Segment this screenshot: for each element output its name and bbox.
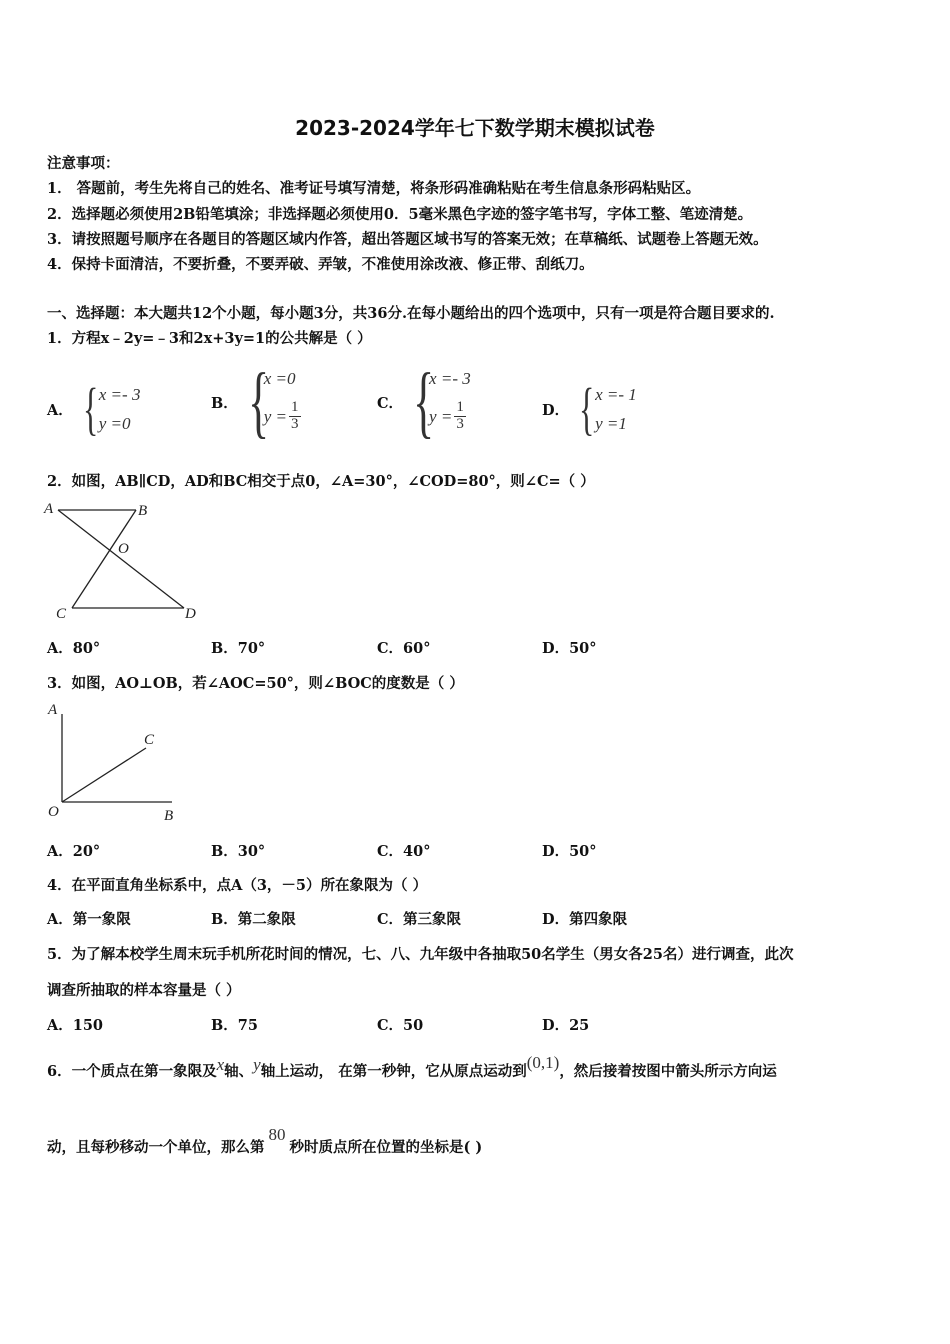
q2-option-b[interactable]: B．70° xyxy=(211,640,266,657)
q3-option-c[interactable]: C．40° xyxy=(377,843,431,860)
q4-option-d[interactable]: D．第四象限 xyxy=(542,911,628,928)
q6-point: (0,1) xyxy=(526,1053,560,1072)
q6-seconds: 80 xyxy=(268,1125,286,1144)
label-c: C xyxy=(56,606,67,622)
brace-icon: { xyxy=(82,376,99,441)
q2-option-c[interactable]: C．60° xyxy=(377,640,431,657)
option-label: D． xyxy=(542,401,570,419)
q6-x-symbol: x xyxy=(216,1055,225,1074)
question-6-stem-continued xyxy=(47,1125,483,1157)
q5-option-b[interactable]: B．75 xyxy=(211,1017,258,1034)
equation-row xyxy=(264,394,301,440)
notice-item: 2．选择题必须使用2B铅笔填涂；非选择题必须使用0．5毫米黑色字迹的签字笔书写，字体工整、笔迹清楚。 xyxy=(47,206,753,223)
question-1-stem: 1．方程x﹣2y=﹣3和2x+3y=1的公共解是（ ） xyxy=(47,330,372,347)
equation-row: y =1 xyxy=(595,413,627,433)
equation-row: x =- 1 xyxy=(595,384,637,404)
q6-y-symbol: y xyxy=(253,1055,261,1074)
equation-row: x =0 xyxy=(263,369,296,388)
label-a: A xyxy=(44,501,54,517)
option-label: B． xyxy=(211,394,238,412)
notice-item: 1． 答题前，考生先将自己的姓名、准考证号填写清楚，将条形码准确粘贴在考生信息条形码粘贴区。 xyxy=(47,180,701,197)
equation-row xyxy=(429,394,471,440)
option-label: A． xyxy=(47,401,73,419)
label-d: D xyxy=(185,606,196,622)
q2-option-a[interactable]: A．80° xyxy=(47,640,101,657)
label-o: O xyxy=(118,541,129,557)
label-o: O xyxy=(48,804,59,820)
q6-text: 秒时质点所在位置的坐标是( ) xyxy=(289,1139,483,1156)
question-3-stem: 3．如图，AO⊥OB，若∠AOC=50°，则∠BOC的度数是（ ） xyxy=(47,675,464,692)
q5-option-a[interactable]: A．150 xyxy=(47,1017,104,1034)
q3-option-d[interactable]: D．50° xyxy=(542,843,597,860)
equation-row: x =- 3 xyxy=(98,384,141,404)
q6-text: ，然后接着按图中箭头所示方向运 xyxy=(559,1063,777,1080)
label-c: C xyxy=(144,732,155,748)
equation-row: y =0 xyxy=(98,413,131,433)
question-6-stem xyxy=(47,1053,777,1081)
q6-text: 6．一个质点在第一象限及 xyxy=(47,1063,217,1080)
notice-heading: 注意事项： xyxy=(47,155,120,172)
segment-ad xyxy=(58,510,184,608)
q1-option-a[interactable] xyxy=(47,376,141,441)
fraction xyxy=(289,400,301,433)
brace-icon: { xyxy=(413,358,435,446)
notice-item: 3．请按照题号顺序在各题目的答题区域内作答，超出答题区域书写的答案无效；在草稿纸、试题卷上答题无效。 xyxy=(47,231,768,248)
q1-option-b[interactable] xyxy=(211,358,301,446)
q1-option-c[interactable] xyxy=(377,358,471,446)
q4-option-b[interactable]: B．第二象限 xyxy=(211,911,296,928)
brace-icon: { xyxy=(579,376,595,441)
label-b: B xyxy=(138,503,148,519)
label-b: B xyxy=(164,808,174,824)
segment-bc xyxy=(72,510,136,608)
q2-option-d[interactable]: D．50° xyxy=(542,640,597,657)
page-title: 2023-2024学年七下数学期末模拟试卷 xyxy=(295,116,655,140)
fraction xyxy=(454,400,466,433)
question-4-stem: 4．在平面直角坐标系中，点A（3，－5）所在象限为（ ） xyxy=(47,877,428,894)
q6-text: 轴、 xyxy=(224,1063,254,1080)
q4-option-a[interactable]: A．第一象限 xyxy=(47,911,131,928)
option-label: C． xyxy=(377,394,404,412)
q2-figure xyxy=(40,498,210,626)
q5-option-d[interactable]: D．25 xyxy=(542,1017,590,1034)
q3-option-a[interactable]: A．20° xyxy=(47,843,101,860)
fraction-numerator: 1 xyxy=(291,399,299,416)
fraction-numerator: 1 xyxy=(456,399,464,416)
q3-figure xyxy=(40,698,190,826)
equation-prefix: y = xyxy=(263,406,288,426)
question-5-stem: 5．为了解本校学生周末玩手机所花时间的情况，七、八、九年级中各抽取50名学生（男女各25名）进行调查，此次 xyxy=(47,946,794,963)
q3-option-b[interactable]: B．30° xyxy=(211,843,266,860)
q1-option-d[interactable] xyxy=(542,376,637,441)
section-heading: 一、选择题：本大题共12个小题，每小题3分，共36分.在每小题给出的四个选项中，只有一项是符合题目要求的. xyxy=(47,305,775,322)
notice-item: 4．保持卡面清洁，不要折叠，不要弄破、弄皱，不准使用涂改液、修正带、刮纸刀。 xyxy=(47,256,594,273)
ray-oc xyxy=(62,748,146,802)
q6-text: 轴上运动， 在第一秒钟，它从原点运动到 xyxy=(260,1063,527,1080)
fraction-denominator: 3 xyxy=(291,416,299,432)
equation-row: x =- 3 xyxy=(429,369,471,388)
question-2-stem: 2．如图，AB∥CD，AD和BC相交于点0，∠A=30°，∠COD=80°，则∠C=（ ） xyxy=(47,473,595,490)
q4-option-c[interactable]: C．第三象限 xyxy=(377,911,462,928)
label-a: A xyxy=(48,702,58,718)
equation-prefix: y = xyxy=(429,406,453,426)
q5-option-c[interactable]: C．50 xyxy=(377,1017,424,1034)
brace-icon: { xyxy=(247,358,269,446)
fraction-denominator: 3 xyxy=(456,416,464,432)
q6-text: 动，且每秒移动一个单位，那么第 xyxy=(47,1139,265,1156)
question-5-stem-continued: 调查所抽取的样本容量是（ ） xyxy=(47,982,241,999)
